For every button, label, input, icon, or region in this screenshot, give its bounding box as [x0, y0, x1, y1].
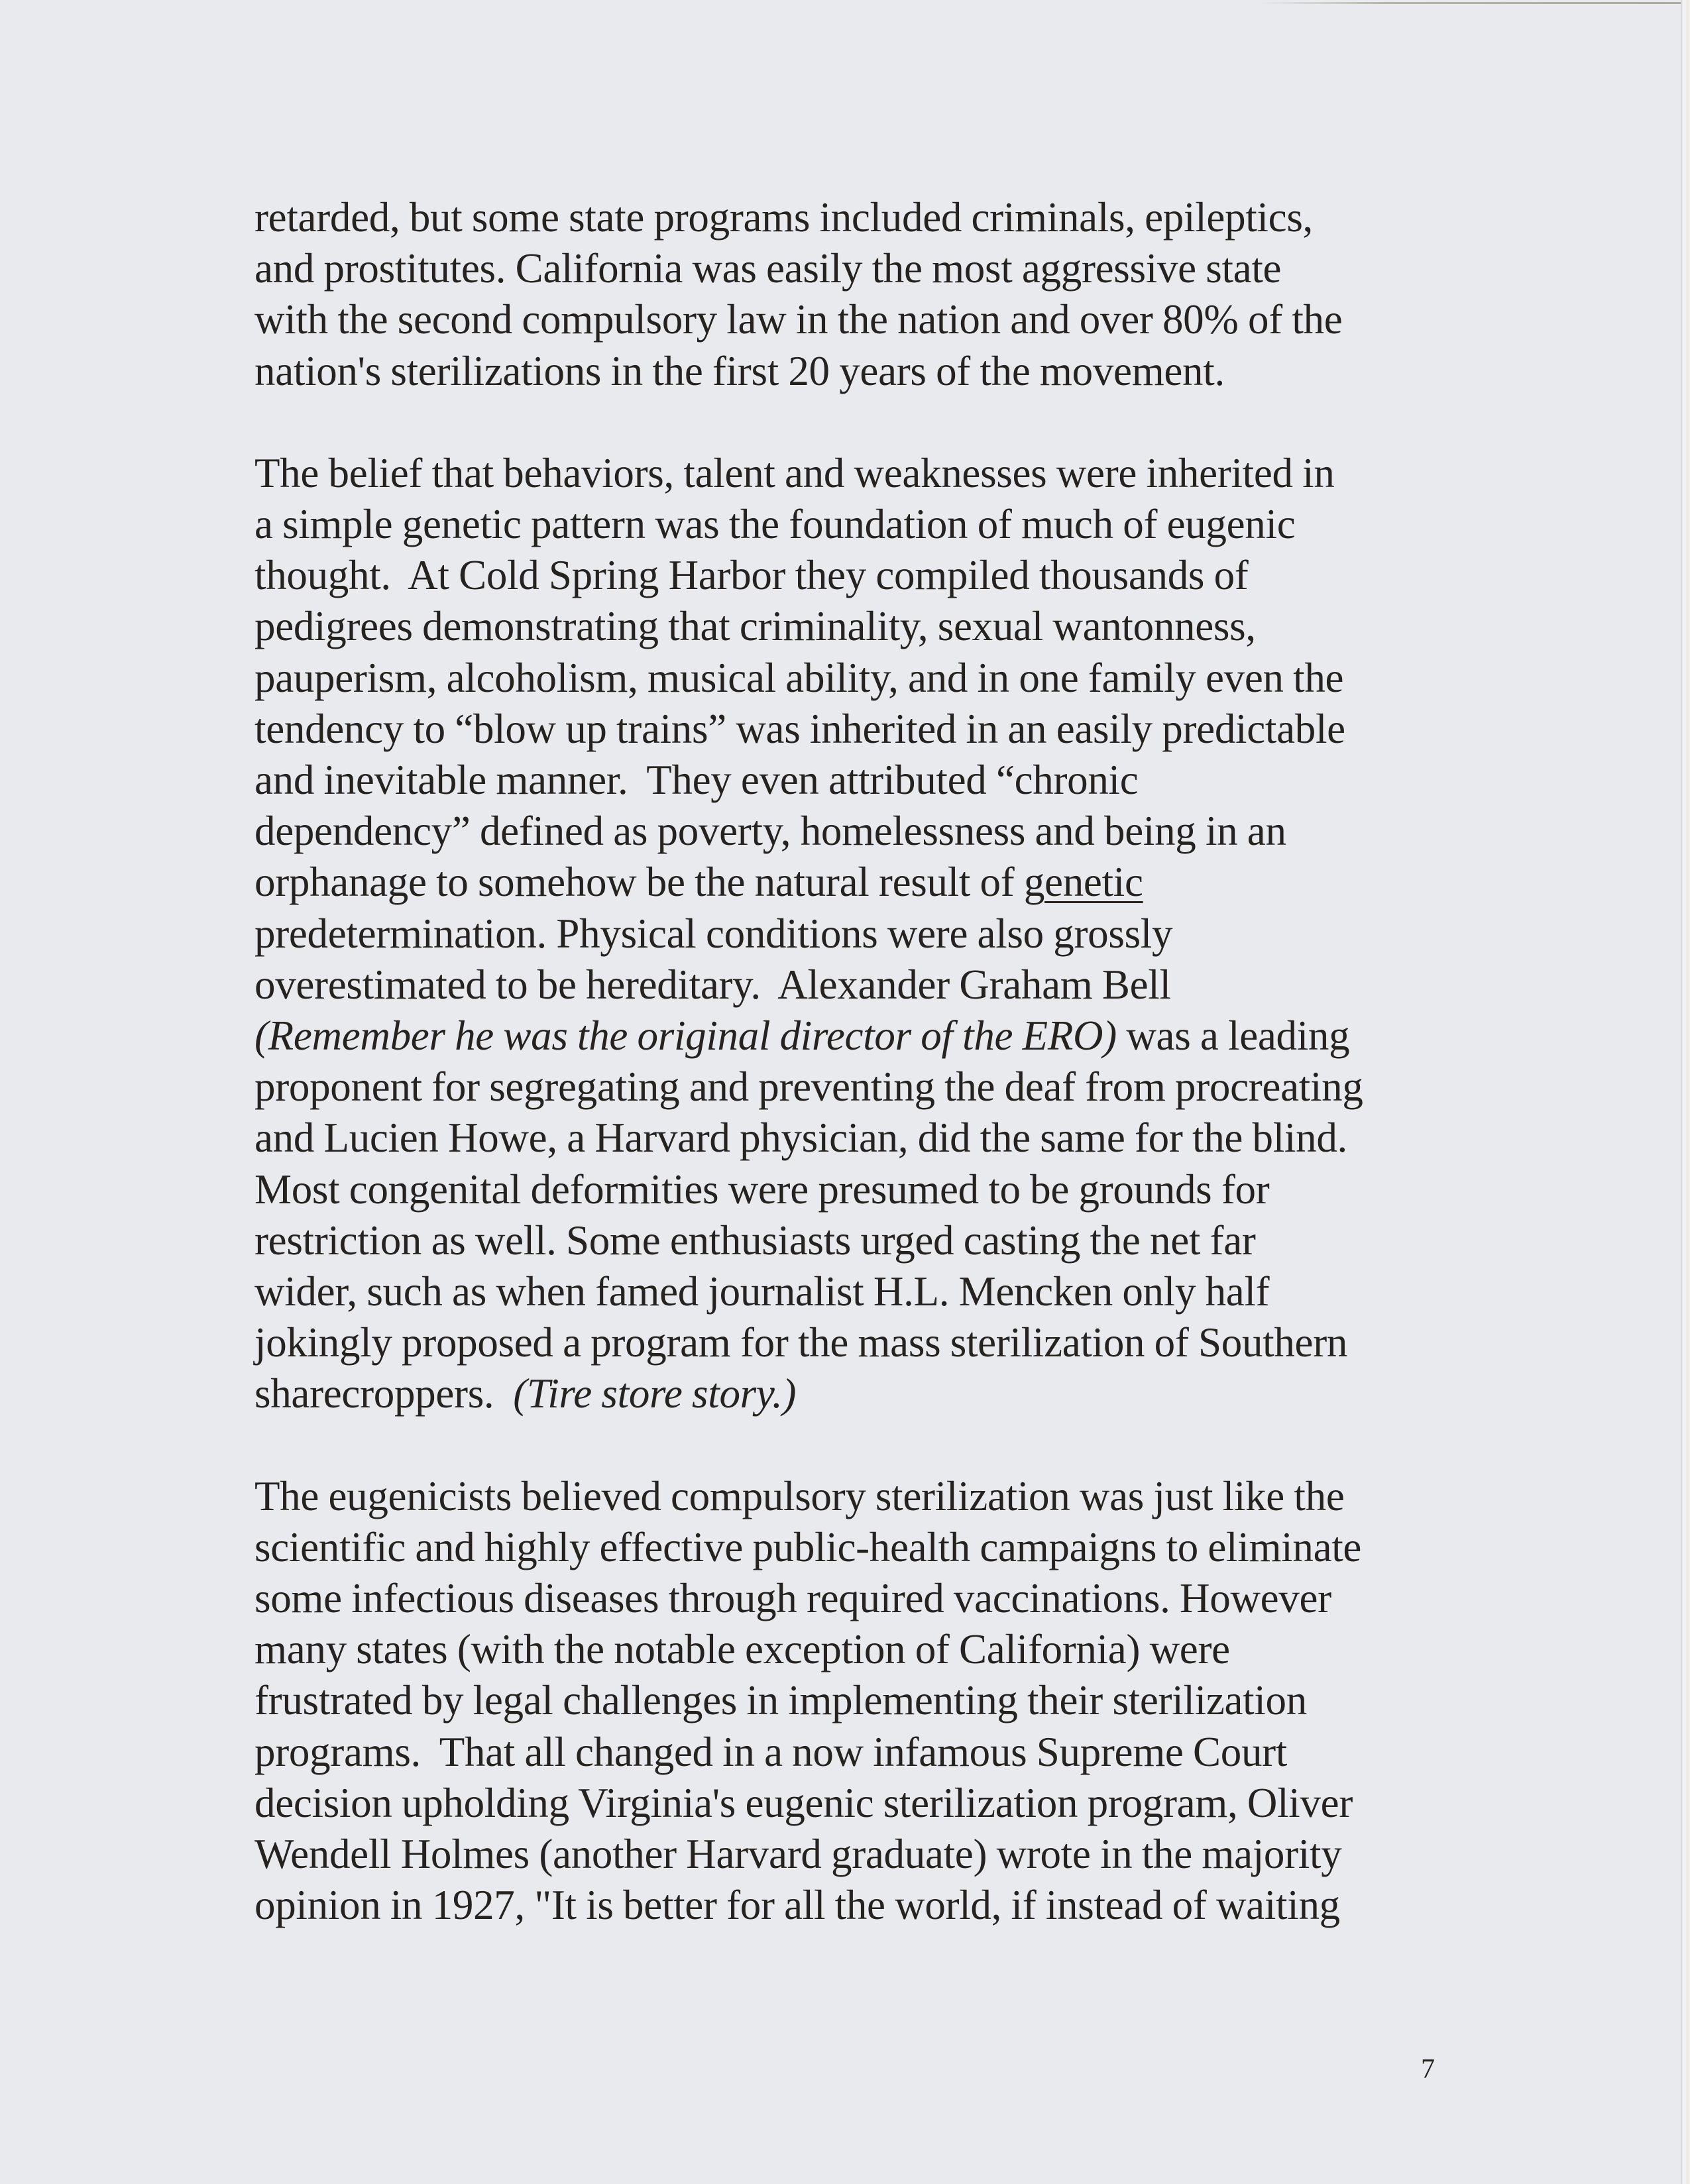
text-run: nation's sterilizations in the first 20 years of the movement.: [254, 347, 1225, 394]
text-line: [254, 959, 1461, 1010]
text-line: [254, 243, 1461, 294]
text-line: [254, 1573, 1461, 1624]
text-line: [254, 1675, 1461, 1726]
scan-right-edge: [1681, 0, 1690, 2184]
text-run: thought. At Cold Spring Harbor they compiled thousands of: [254, 552, 1249, 599]
text-line: [254, 908, 1461, 959]
text-run: frustrated by legal challenges in implementing their sterilization: [254, 1677, 1307, 1724]
text-run: The belief that behaviors, talent and weaknesses were inherited in: [254, 449, 1335, 496]
underlined-term: genetic: [1023, 859, 1143, 906]
text-run: many states (with the notable exception of California) were: [254, 1626, 1230, 1673]
text-run: orphanage to somehow be the natural result of: [254, 859, 1024, 906]
text-run: pedigrees demonstrating that criminality, sexual wantonness,: [254, 603, 1256, 650]
text-line: [254, 192, 1461, 243]
text-line: [254, 346, 1461, 397]
text-run: Most congenital deformities were presumed to be grounds for: [254, 1166, 1270, 1213]
text-line: [254, 550, 1461, 601]
text-line: [254, 1317, 1461, 1368]
text-run: overestimated to be hereditary. Alexander Graham Bell: [254, 961, 1171, 1008]
text-run: predetermination. Physical conditions were also grossly: [254, 910, 1173, 957]
text-run: dependency” defined as poverty, homelessness and being in an: [254, 808, 1286, 855]
text-run: The eugenicists believed compulsory sterilization was just like the: [254, 1472, 1345, 1519]
text-line: [254, 1471, 1461, 1522]
text-run: restriction as well. Some enthusiasts urged casting the net far: [254, 1217, 1256, 1264]
text-line: [254, 1266, 1461, 1317]
text-line: [254, 1522, 1461, 1573]
paragraph-2: [254, 448, 1461, 1420]
text-line: [254, 1829, 1461, 1880]
text-run: and inevitable manner. They even attributed “chronic: [254, 757, 1139, 804]
text-line: [254, 499, 1461, 550]
text-run: sharecroppers.: [254, 1370, 514, 1417]
text-run: decision upholding Virginia's eugenic sterilization program, Oliver: [254, 1779, 1353, 1826]
italic-aside: (Remember he was the original director of the ERO): [254, 1012, 1117, 1060]
document-body: [254, 192, 1461, 1932]
text-run: tendency to “blow up trains” was inherited in an easily predictable: [254, 705, 1345, 752]
text-line: [254, 1164, 1461, 1215]
paragraph-1: [254, 192, 1461, 397]
text-line: [254, 1010, 1461, 1062]
text-run: with the second compulsory law in the nation and over 80% of the: [254, 296, 1343, 343]
text-line: [254, 1727, 1461, 1778]
scan-top-edge: [1259, 2, 1683, 4]
text-run: and Lucien Howe, a Harvard physician, did the same for the blind.: [254, 1115, 1347, 1162]
text-run: opinion in 1927, "It is better for all the world, if instead of waiting: [254, 1882, 1340, 1929]
text-line: [254, 1062, 1461, 1113]
text-line: [254, 601, 1461, 652]
text-run: and prostitutes. California was easily the most aggressive state: [254, 245, 1282, 292]
text-run: jokingly proposed a program for the mass sterilization of Southern: [254, 1319, 1348, 1366]
text-line: [254, 1880, 1461, 1931]
text-line: [254, 1113, 1461, 1164]
text-run: pauperism, alcoholism, musical ability, and in one family even the: [254, 654, 1344, 701]
text-run: proponent for segregating and preventing the deaf from procreating: [254, 1064, 1363, 1111]
text-line: [254, 806, 1461, 857]
text-run: some infectious diseases through required vaccinations. However: [254, 1575, 1331, 1622]
text-line: [254, 704, 1461, 755]
text-line: [254, 1368, 1461, 1419]
italic-aside: (Tire store story.): [513, 1370, 797, 1417]
text-run: programs. That all changed in a now infamous Supreme Court: [254, 1728, 1288, 1775]
text-run: wider, such as when famed journalist H.L. Mencken only half: [254, 1268, 1270, 1315]
text-line: [254, 448, 1461, 499]
text-run: retarded, but some state programs included criminals, epileptics,: [254, 194, 1314, 241]
text-line: [254, 1624, 1461, 1675]
text-line: [254, 1778, 1461, 1829]
paragraph-3: [254, 1471, 1461, 1932]
text-line: [254, 653, 1461, 704]
text-run: Wendell Holmes (another Harvard graduate) wrote in the majority: [254, 1831, 1342, 1878]
text-run: was a leading: [1116, 1012, 1350, 1060]
text-run: a simple genetic pattern was the foundation of much of eugenic: [254, 501, 1296, 548]
text-line: [254, 755, 1461, 806]
text-line: [254, 857, 1461, 908]
text-run: scientific and highly effective public-health campaigns to eliminate: [254, 1523, 1362, 1570]
text-line: [254, 294, 1461, 345]
page-number: 7: [1421, 2054, 1435, 2085]
text-line: [254, 1215, 1461, 1266]
